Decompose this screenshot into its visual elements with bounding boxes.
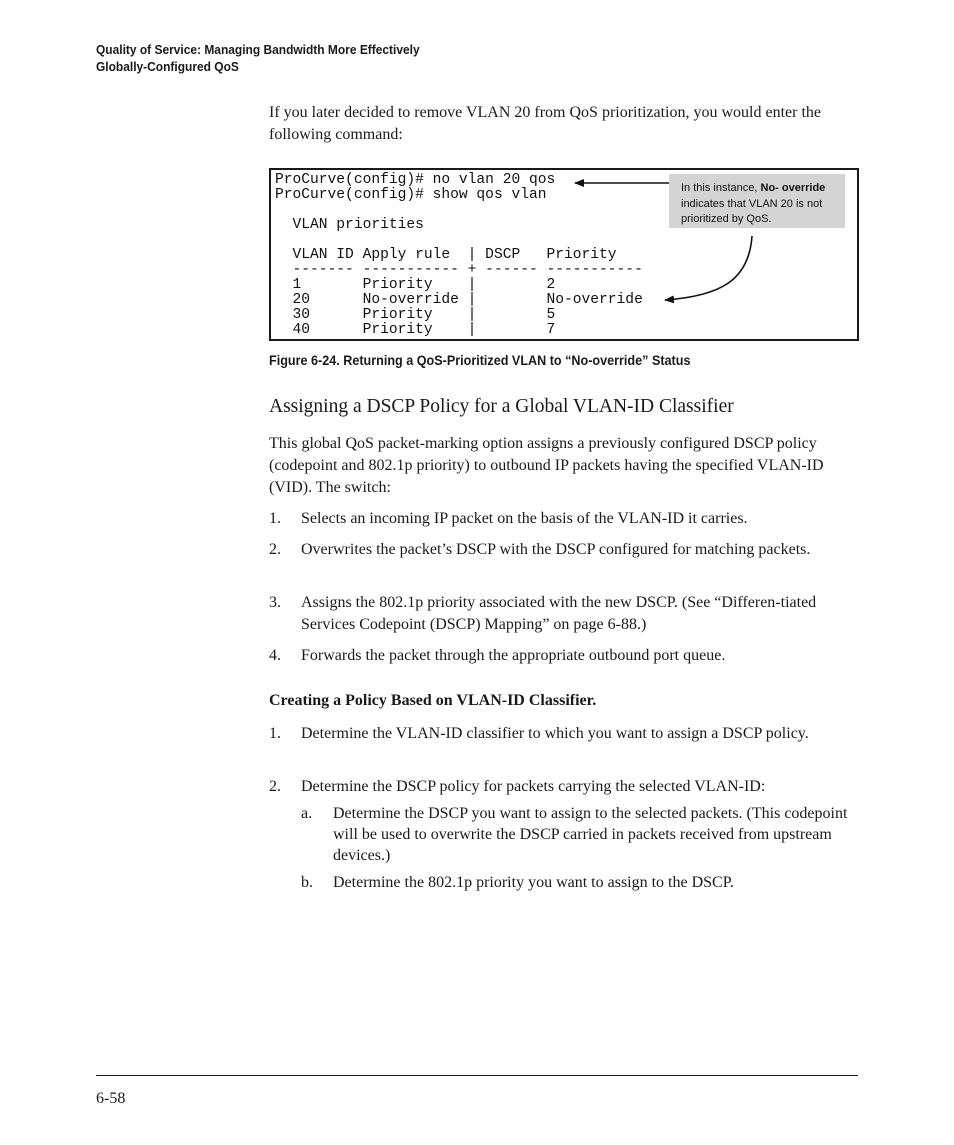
arrow-to-no-override	[665, 236, 752, 300]
list-item-number: 3.	[269, 594, 281, 611]
terminal-line: ProCurve(config)# show qos vlan	[275, 187, 547, 203]
callout-bold: No- override	[760, 182, 826, 194]
list-item-number: 1.	[269, 725, 281, 742]
callout-prefix: In this instance,	[681, 182, 761, 194]
figure-caption: Figure 6-24. Returning a QoS-Prioritized VLAN to “No-override” Status	[269, 352, 691, 368]
cli-figure	[269, 168, 859, 341]
footer-rule	[96, 1075, 858, 1076]
sub-list-item-letter: b.	[301, 874, 313, 891]
callout-arrows	[271, 170, 857, 339]
intro-paragraph: If you later decided to remove VLAN 20 from QoS prioritization, you would enter the following command:	[269, 104, 822, 143]
list-item-text: Selects an incoming IP packet on the basis of the VLAN-ID it carries.	[301, 510, 748, 527]
list-item-text: Determine the DSCP policy for packets carrying the selected VLAN-ID:	[301, 778, 766, 795]
list-item-number: 2.	[269, 541, 281, 558]
list-item-text: Overwrites the packet’s DSCP with the DSCP configured for matching packets.	[301, 541, 811, 558]
list-item-text: Forwards the packet through the appropriate outbound port queue.	[301, 647, 726, 664]
terminal-line: VLAN priorities	[275, 217, 424, 233]
list-item-text: Assigns the 802.1p priority associated with the new DSCP. (See “Differen-tiated Services Codepoint (DSCP) Mapping” on page 6-88.)	[301, 594, 817, 633]
sub-list-item-letter: a.	[301, 805, 313, 822]
running-header-section: Globally-Configured QoS	[96, 59, 239, 74]
terminal-line: ------- ----------- + ------ -----------	[275, 262, 643, 278]
list-item-number: 4.	[269, 647, 281, 664]
terminal-line: 1 Priority | 2	[275, 277, 556, 293]
list-item-text: Determine the VLAN-ID classifier to which you want to assign a DSCP policy.	[301, 725, 809, 742]
page-number: 6-58	[96, 1090, 126, 1107]
section-title: Assigning a DSCP Policy for a Global VLAN-ID Classifier	[269, 396, 734, 417]
subheading: Creating a Policy Based on VLAN-ID Classifier.	[269, 692, 597, 709]
terminal-line: VLAN ID Apply rule | DSCP Priority	[275, 247, 617, 263]
list-item-number: 1.	[269, 510, 281, 527]
list-item-number: 2.	[269, 778, 281, 795]
running-header-chapter: Quality of Service: Managing Bandwidth More Effectively	[96, 42, 420, 57]
section-paragraph: This global QoS packet-marking option assigns a previously configured DSCP policy (codepoint and 802.1p priority) to outbound IP packets having the specified VLAN-ID (VID). The switch:	[269, 435, 824, 496]
sub-list-item-text: Determine the 802.1p priority you want to assign to the DSCP.	[333, 874, 734, 891]
terminal-line: 30 Priority | 5	[275, 307, 556, 323]
terminal-line: ProCurve(config)# no vlan 20 qos	[275, 172, 556, 188]
running-header	[96, 41, 420, 75]
callout-suffix: indicates that VLAN 20 is not prioritized by QoS.	[681, 197, 823, 225]
terminal-line: 20 No-override | No-override	[275, 292, 643, 308]
sub-list-item-text: Determine the DSCP you want to assign to the selected packets. (This codepoint will be used to overwrite the DSCP carried in packets received from upstream devices.)	[333, 805, 848, 864]
terminal-line: 40 Priority | 7	[275, 322, 556, 338]
